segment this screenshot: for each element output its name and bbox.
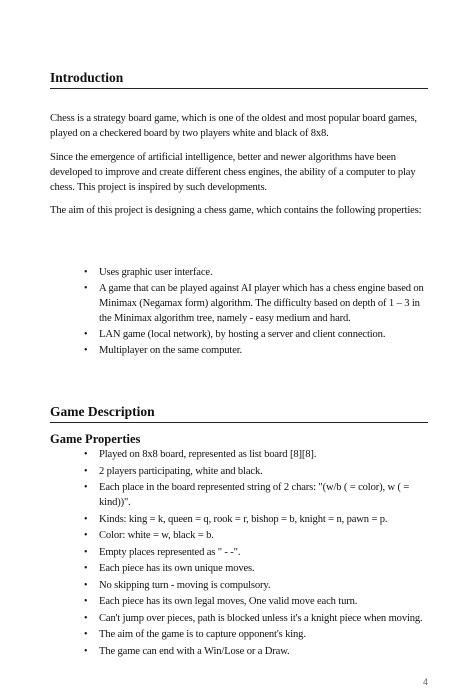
intro-paragraph-1: Chess is a strategy board game, which is one of the oldest and most popular board games, played on a checkered board by two players white and black of 8x8. bbox=[50, 113, 417, 139]
list-item: • Can't jump over pieces, path is blocked unless it's a knight piece when moving. bbox=[84, 612, 423, 624]
list-item: • Uses graphic user interface. bbox=[84, 267, 213, 278]
list-item: • No skipping turn - moving is compulsory. bbox=[84, 579, 271, 591]
game-description-heading: Game Description bbox=[50, 404, 428, 423]
list-item: • Color: white = w, black = b. bbox=[84, 530, 214, 541]
list-item: • Played on 8x8 board, represented as list board [8][8]. bbox=[84, 449, 317, 460]
page-number: 4 bbox=[422, 677, 428, 687]
intro-paragraph-3: The aim of this project is designing a chess game, which contains the following properties: bbox=[50, 205, 422, 216]
bullet-icon: • bbox=[84, 629, 88, 640]
bullet-icon: • bbox=[84, 513, 88, 525]
list-item: • Each place in the board represented string of 2 chars: "(w/b ( = color), w ( = kind))". bbox=[84, 482, 410, 508]
bullet-icon: • bbox=[84, 283, 88, 294]
bullet-icon: • bbox=[84, 579, 88, 591]
list-item: • Multiplayer on the same computer. bbox=[84, 345, 243, 356]
list-item: • Each piece has its own legal moves, One valid move each turn. bbox=[84, 596, 358, 607]
bullet-icon: • bbox=[84, 612, 88, 624]
list-item: • A game that can be played against AI player which has a chess engine based on Minimax (Negamax form) algorithm. The difficulty based on depth of 1 – 3 in the Minimax algorithm tree, namely - easy medium and hard. bbox=[84, 283, 424, 324]
list-item: • Kinds: king = k, queen = q, rook = r, bishop = b, knight = n, pawn = p. bbox=[84, 513, 388, 525]
bullet-icon: • bbox=[84, 345, 88, 356]
list-item: • The aim of the game is to capture opponent's king. bbox=[84, 629, 306, 640]
list-item: • The game can end with a Win/Lose or a Draw. bbox=[84, 645, 290, 657]
game-properties-list bbox=[50, 447, 430, 660]
bullet-icon: • bbox=[84, 546, 88, 558]
game-properties-subheading: Game Properties bbox=[50, 432, 141, 446]
bullet-icon: • bbox=[84, 482, 88, 493]
intro-paragraph-2: Since the emergence of artificial intelligence, better and newer algorithms have been developed to improve and create different chess engines, the ability of a computer to play chess. This project is inspired by such developments. bbox=[50, 152, 416, 193]
bullet-icon: • bbox=[84, 596, 88, 607]
bullet-icon: • bbox=[84, 563, 88, 574]
bullet-icon: • bbox=[84, 329, 88, 340]
bullet-icon: • bbox=[84, 645, 88, 657]
bullet-icon: • bbox=[84, 267, 88, 278]
bullet-icon: • bbox=[84, 530, 88, 541]
intro-properties-list bbox=[50, 265, 430, 359]
bullet-icon: • bbox=[84, 465, 88, 477]
list-item: • 2 players participating, white and black. bbox=[84, 465, 263, 477]
list-item: • Each piece has its own unique moves. bbox=[84, 563, 255, 574]
list-item: • Empty places represented as " - -". bbox=[84, 546, 241, 558]
introduction-heading: Introduction bbox=[50, 70, 428, 89]
list-item: • LAN game (local network), by hosting a server and client connection. bbox=[84, 329, 386, 340]
bullet-icon: • bbox=[84, 449, 88, 460]
